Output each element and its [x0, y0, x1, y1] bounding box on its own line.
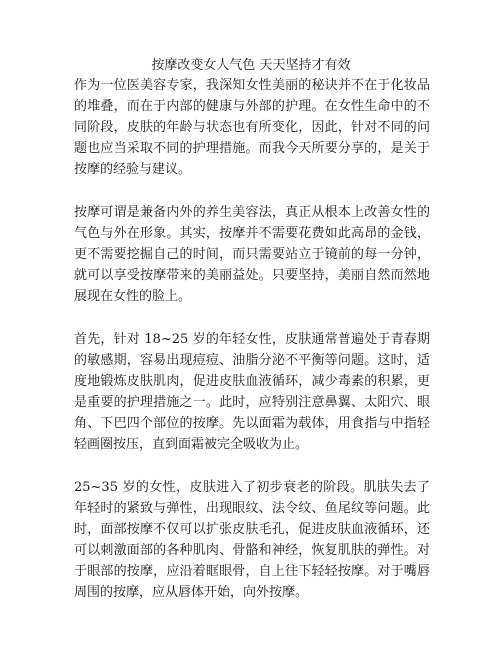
paragraph-4: 25~35 岁的女性，皮肤进入了初步衰老的阶段。肌肤失去了年轻时的紧致与弹性，出现眼纹、法令纹、鱼尾纹等问题。此时，面部按摩不仅可以扩张皮肤毛孔，促进皮肤血液循环，还可以刺激面部的各种肌肉、骨骼和神经，恢复肌肤的弹性。对于眼部的按摩，应沿着眶眼骨，自上往下轻轻按摩。对于嘴唇周围的按摩，应从唇体开始，向外按摩。	[74, 480, 430, 600]
paragraph-2: 按摩可谓是兼备内外的养生美容法，真正从根本上改善女性的气色与外在形象。其实，按摩并不需要花费如此高昂的金钱，更不需要挖掘自己的时间，而只需要站立于镜前的每一分钟，就可以享受按摩带来的美丽益处。只要坚持，美丽自然而然地展现在女性的脸上。	[74, 205, 430, 304]
paragraph-3: 首先，针对 18~25 岁的年轻女性，皮肤通常普遍处于青春期的敏感期，容易出现痘痘、油脂分泌不平衡等问题。这时，适度地锻炼皮肤肌肉，促进皮肤血液循环，减少毒素的积累，更是重要的护理措施之一。此时，应特别注意鼻翼、太阳穴、眼角、下巴四个部位的按摩。先以面霜为载体，用食指与中指轻轻画圈按压，直到面霜被完全吸收为止。	[74, 332, 430, 452]
paragraph-1: 作为一位医美容专家，我深知女性美丽的秘诀并不在于化妆品的堆叠，而在于内部的健康与外部的护理。在女性生命中的不同阶段，皮肤的年龄与状态也有所变化，因此，针对不同的问题也应当采取不同的护理措施。而我今天所要分享的，是关于按摩的经验与建议。	[74, 78, 430, 177]
document-title: 按摩改变女人气色 天天坚持才有效	[151, 58, 351, 73]
